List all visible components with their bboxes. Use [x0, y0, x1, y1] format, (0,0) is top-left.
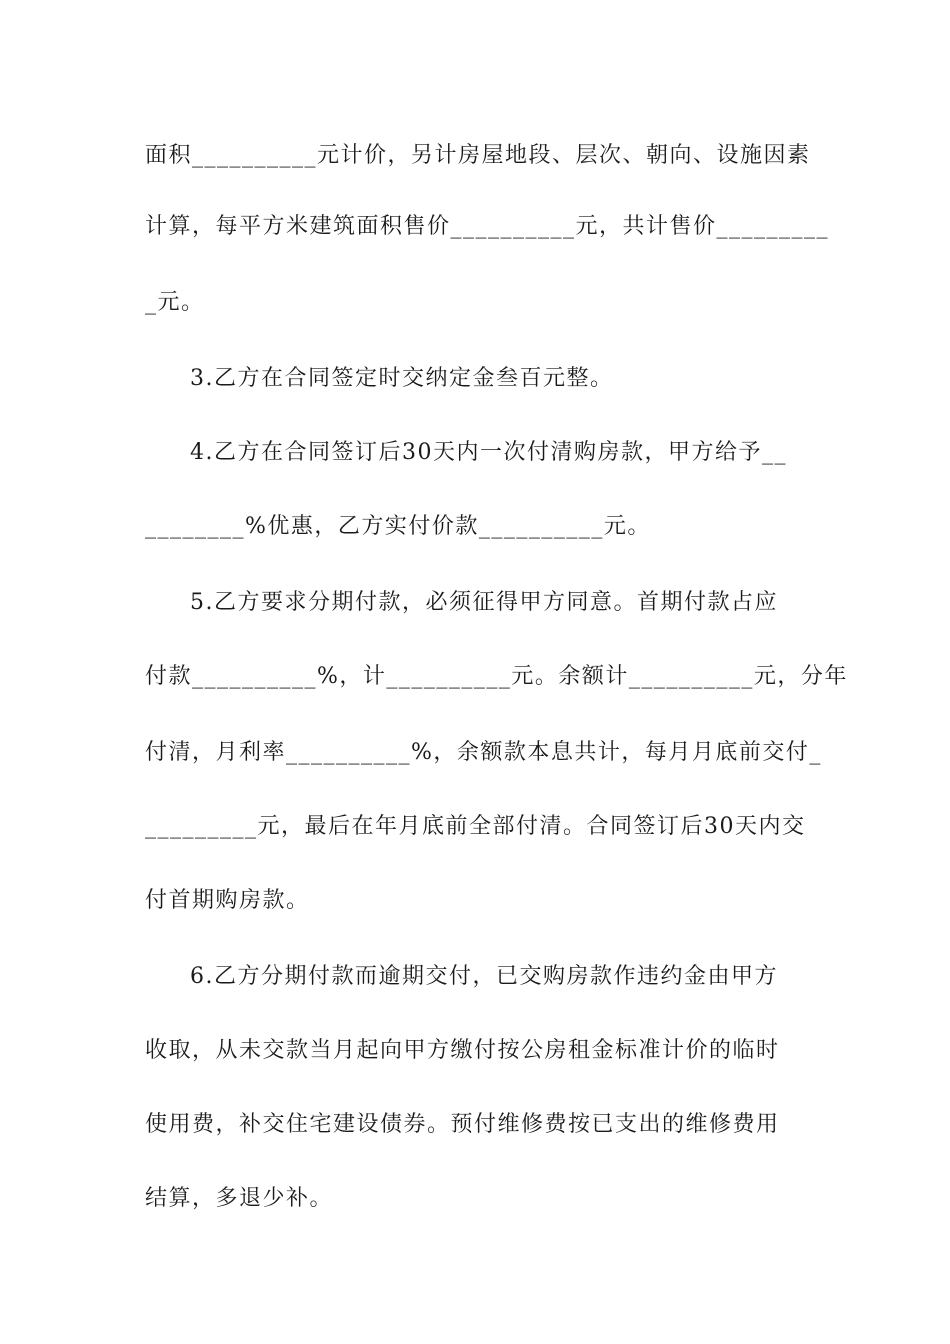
clause-5: 5.乙方要求分期付款，必须征得甲方同意。首期付款占应 [190, 590, 778, 615]
clause-3: 3.乙方在合同签定时交纳定金叁百元整。 [190, 366, 614, 391]
text-line: ________%优惠，乙方实付价款__________元。 [145, 514, 651, 539]
clause-6: 6.乙方分期付款而逾期交付，已交购房款作违约金由甲方 [190, 964, 778, 989]
text-line: _________元，最后在年月底前全部付清。合同签订后30天内交 [145, 814, 806, 839]
text-line: 面积__________元计价，另计房屋地段、层次、朝向、设施因素 [145, 143, 811, 168]
text-line: 付清，月利率__________%，余额款本息共计，每月月底前交付_ [145, 740, 822, 765]
text-line: _元。 [145, 290, 205, 315]
clause-4: 4.乙方在合同签订后30天内一次付清购房款，甲方给予__ [190, 440, 787, 465]
text-line: 付款__________%，计__________元。余额计__________元，分年 [145, 664, 848, 689]
text-line: 结算，多退少补。 [145, 1186, 334, 1211]
text-line: 付首期购房款。 [145, 888, 310, 913]
text-line: 计算，每平方米建筑面积售价__________元，共计售价_________ [145, 214, 830, 239]
text-line: 收取，从未交款当月起向甲方缴付按公房租金标准计价的临时 [145, 1038, 780, 1063]
text-line: 使用费，补交住宅建设债券。预付维修费按已支出的维修费用 [145, 1112, 780, 1137]
